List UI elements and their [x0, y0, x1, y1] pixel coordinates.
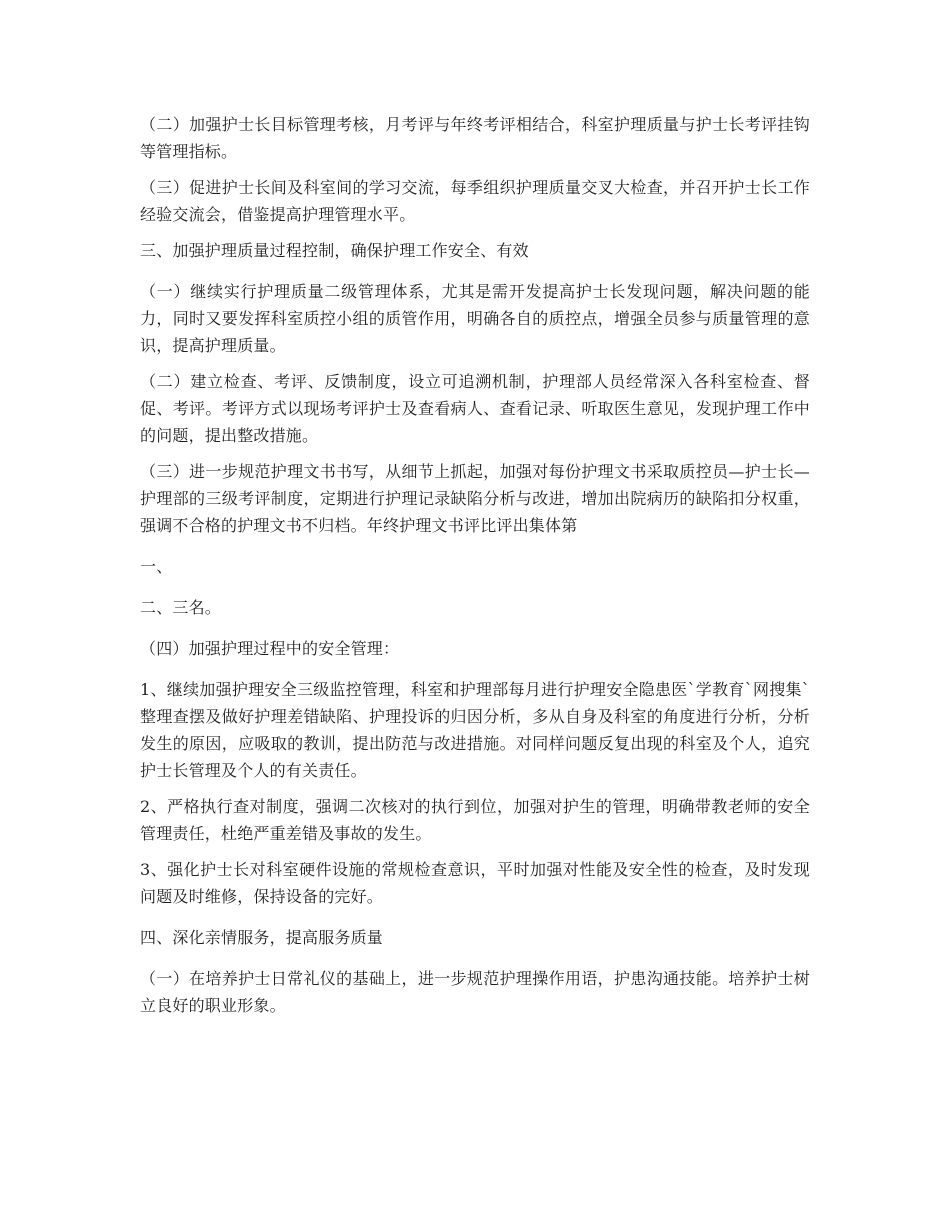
paragraph-fragment-two-three: 二、三名。	[140, 598, 222, 617]
list-item-2-verification: 2、严格执行查对制度，强调二次核对的执行到位，加强对护生的管理，明确带教老师的安全管理责任，杜绝严重差错及事故的发生。	[140, 797, 810, 843]
paragraph-3-4-safety: （四）加强护理过程中的安全管理：	[140, 639, 400, 658]
document-body	[140, 111, 810, 1028]
paragraph-4-1-etiquette: （一）在培养护士日常礼仪的基础上，进一步规范护理操作用语，护患沟通技能。培养护士树立良好的职业形象。	[140, 969, 810, 1015]
paragraph-fragment-one: 一、	[140, 557, 173, 576]
section-heading-4: 四、深化亲情服务，提高服务质量	[140, 928, 384, 947]
list-item-3-equipment: 3、强化护士长对科室硬件设施的常规检查意识，平时加强对性能及安全性的检查，及时发现问题及时维修，保持设备的完好。	[140, 860, 810, 906]
paragraph-3-1-quality-system: （一）继续实行护理质量二级管理体系，尤其是需开发提高护士长发现问题，解决问题的能力，同时又要发挥科室质控小组的质管作用，明确各自的质控点，增强全员参与质量管理的意识，提高护理质量。	[140, 282, 810, 355]
list-item-1-monitoring: 1、继续加强护理安全三级监控管理，科室和护理部每月进行护理安全隐患医`学教育`网搜集`整理查摆及做好护理差错缺陷、护理投诉的归因分析，多从自身及科室的角度进行分析，分析发生的原因，应吸取的教训，提出防范与改进措施。对同样问题反复出现的科室及个人，追究护士长管理及个人的有关责任。	[140, 680, 810, 780]
paragraph-3-3-documentation: （三）进一步规范护理文书书写，从细节上抓起，加强对每份护理文书采取质控员—护士长—护理部的三级考评制度，定期进行护理记录缺陷分析与改进，增加出院病历的缺陷扣分权重，强调不合格的护理文书不归档。年终护理文书评比评出集体第	[140, 462, 810, 535]
paragraph-2-target-management: （二）加强护士长目标管理考核，月考评与年终考评相结合，科室护理质量与护士长考评挂钩等管理指标。	[140, 115, 810, 161]
paragraph-3-exchange: （三）促进护士长间及科室间的学习交流，每季组织护理质量交叉大检查，并召开护士长工作经验交流会，借鉴提高护理管理水平。	[140, 178, 810, 224]
section-heading-3: 三、加强护理质量过程控制，确保护理工作安全、有效	[140, 241, 529, 260]
paragraph-3-2-inspection: （二）建立检查、考评、反馈制度，设立可追溯机制，护理部人员经常深入各科室检查、督促、考评。考评方式以现场考评护士及查看病人、查看记录、听取医生意见，发现护理工作中的问题，提出整改措施。	[140, 372, 810, 445]
